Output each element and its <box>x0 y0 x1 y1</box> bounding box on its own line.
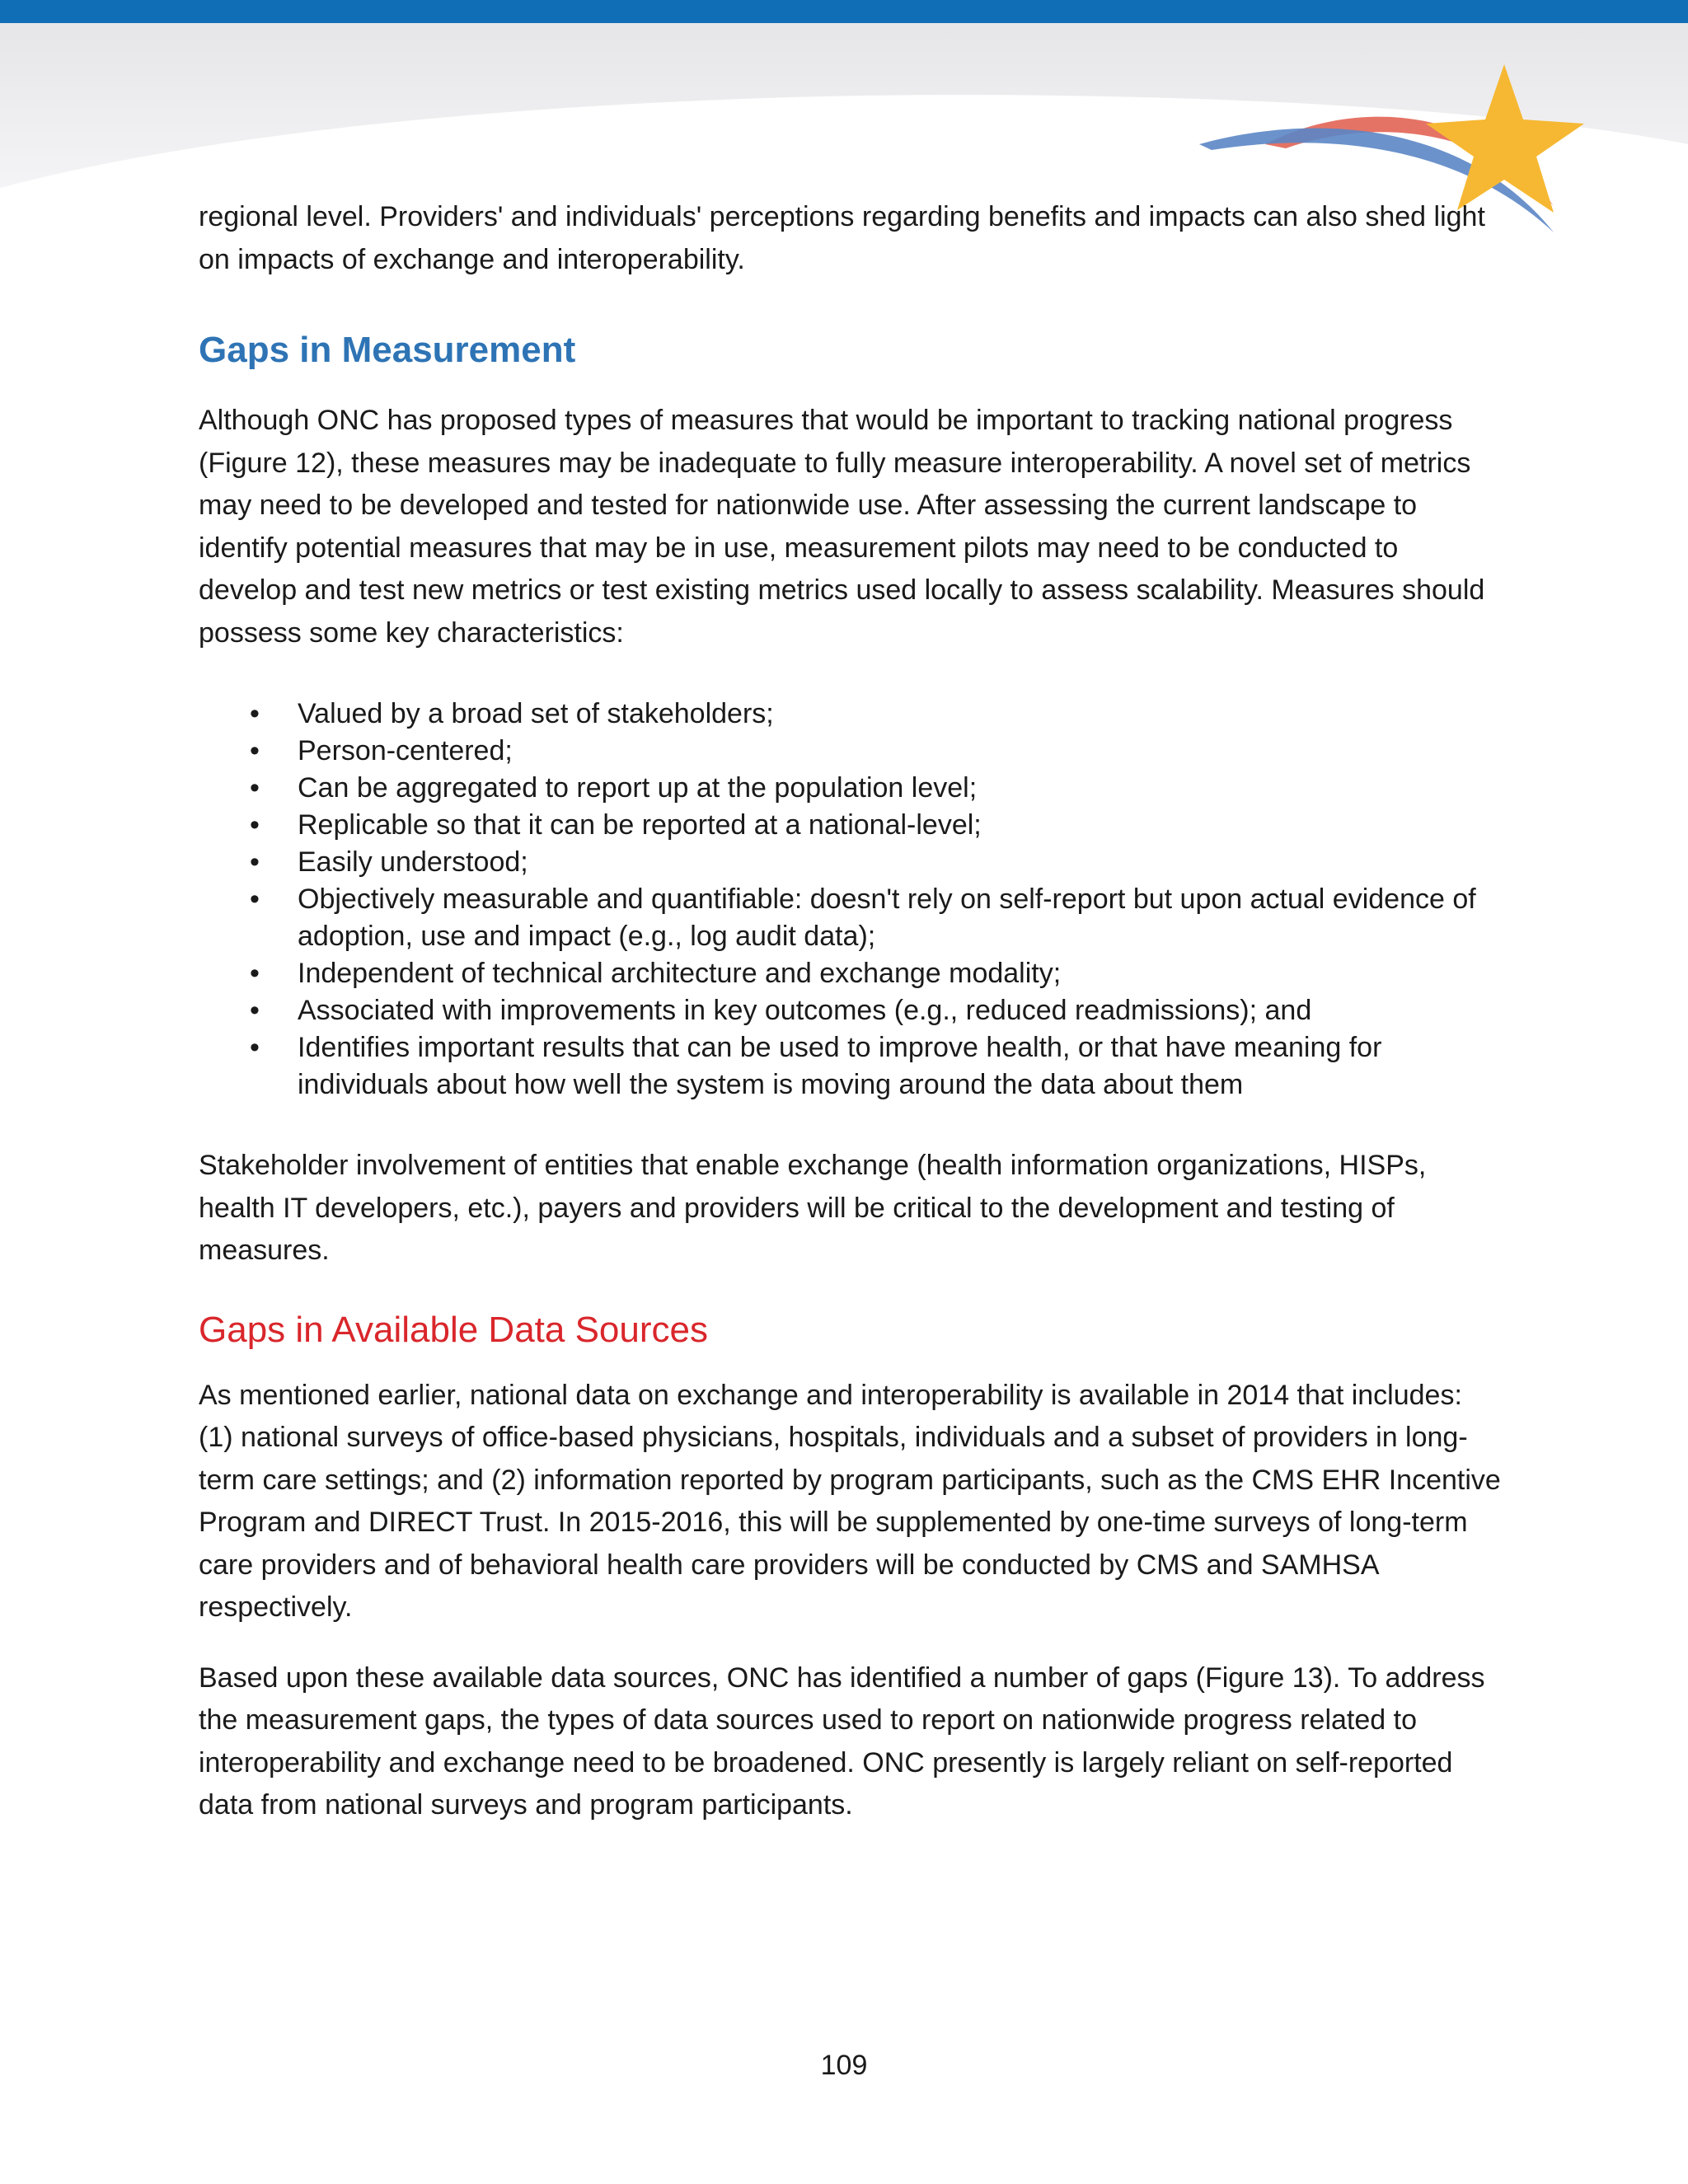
list-item <box>199 1029 1501 1104</box>
list-item <box>199 807 1501 844</box>
list-item-text: Associated with improvements in key outcomes (e.g., reduced readmissions); and <box>298 995 1312 1026</box>
list-item-text: Independent of technical architecture and exchange modality; <box>298 958 1062 989</box>
bullet-icon: • <box>250 772 260 804</box>
list-item <box>199 696 1501 733</box>
gray-header-wave <box>0 23 1688 188</box>
bullet-icon: • <box>250 883 260 915</box>
bullet-icon: • <box>250 1032 260 1063</box>
heading-gaps-in-data-sources: Gaps in Available Data Sources <box>199 1309 708 1350</box>
data-sources-paragraph-2: Based upon these available data sources, ONC has identified a number of gaps (Figure 13). To address the measurement gaps, the types of data sources used to report on nationwide progress related to interoperability and exchange need to be broadened. ONC presently is largely reliant on self-reported data from national surveys and program participants. <box>199 1661 1485 1821</box>
bullet-icon: • <box>250 846 260 878</box>
top-color-bar <box>0 0 1688 23</box>
bullet-icon: • <box>250 735 260 766</box>
bullet-icon: • <box>250 698 260 729</box>
bullet-icon: • <box>250 958 260 989</box>
list-item-text: Objectively measurable and quantifiable: doesn't rely on self-report but upon actual evidence of adoption, use and impact (e.g., log audit data); <box>298 883 1476 952</box>
list-item-text: Can be aggregated to report up at the population level; <box>298 772 978 804</box>
list-item-text: Replicable so that it can be reported at a national-level; <box>298 809 982 841</box>
heading-gaps-in-measurement: Gaps in Measurement <box>199 330 576 370</box>
list-item <box>199 992 1501 1029</box>
measurement-paragraph: Although ONC has proposed types of measures that would be important to tracking national progress (Figure 12), these measures may be inadequate to fully measure interoperability. A novel set of metrics may need to be developed and tested for nationwide use. After assessing the current landscape to identify potential measures that may be in use, measurement pilots may need to be conducted to develop and test new metrics or test existing metrics used locally to assess scalability. Measures should possess some key characteristics: <box>199 405 1485 649</box>
list-item <box>199 844 1501 881</box>
intro-paragraph: regional level. Providers' and individuals' perceptions regarding benefits and impacts can also shed light on impacts of exchange and interoperability. <box>199 201 1485 275</box>
list-item-text: Person-centered; <box>298 735 513 766</box>
list-item-text: Valued by a broad set of stakeholders; <box>298 698 774 729</box>
list-item-text: Identifies important results that can be used to improve health, or that have meaning for individuals about how well the system is moving around the data about them <box>298 1032 1382 1100</box>
page-content <box>199 196 1501 1827</box>
list-item <box>199 881 1501 955</box>
characteristics-list <box>199 696 1501 1104</box>
list-item <box>199 733 1501 770</box>
stakeholder-paragraph: Stakeholder involvement of entities that enable exchange (health information organizations, HISPs, health IT developers, etc.), payers and providers will be critical to the development and testing of measures. <box>199 1150 1427 1266</box>
page-number: 109 <box>820 2050 868 2081</box>
list-item <box>199 955 1501 992</box>
data-sources-paragraph-1: As mentioned earlier, national data on exchange and interoperability is available in 2014 that includes: (1) national surveys of office-based physicians, hospitals, individuals and a subset of providers in long-term care settings; and (2) information reported by program participants, such as the CMS EHR Incentive Program and DIRECT Trust. In 2015-2016, this will be supplemented by one-time surveys of long-term care providers and of behavioral health care providers will be conducted by CMS and SAMHSA respectively. <box>199 1379 1501 1623</box>
list-item <box>199 770 1501 807</box>
bullet-icon: • <box>250 809 260 841</box>
list-item-text: Easily understood; <box>298 846 528 878</box>
bullet-icon: • <box>250 995 260 1026</box>
